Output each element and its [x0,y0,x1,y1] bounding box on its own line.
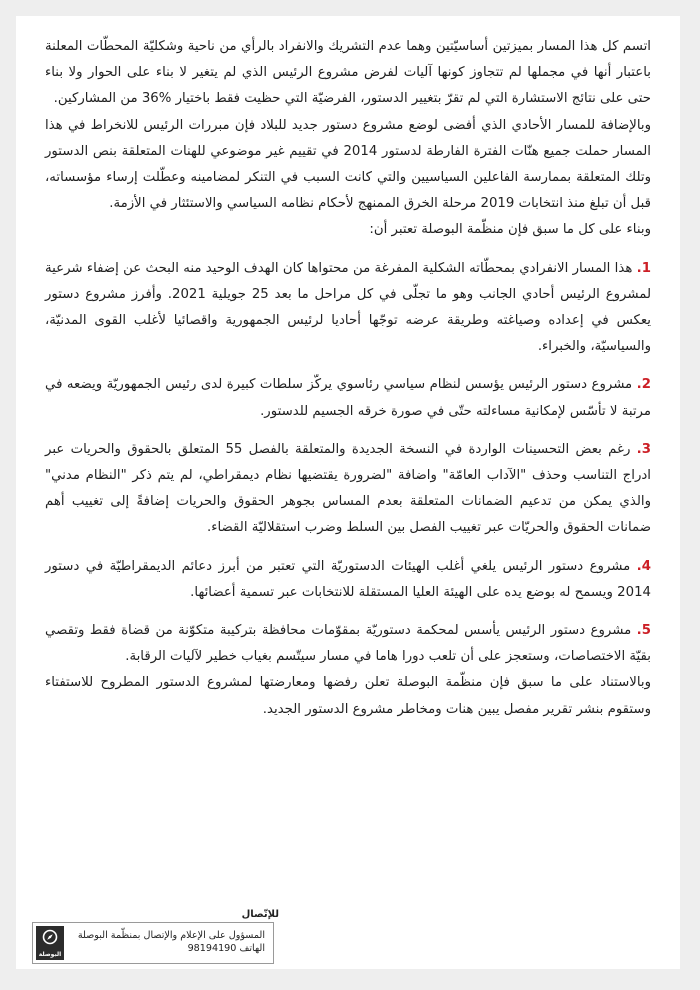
intro-paragraph-3: وبناء على كل ما سبق فإن منظّمة البوصلة تعتبر أن: [369,222,651,238]
albawsala-logo [36,926,64,960]
item-number: 3. [636,441,651,457]
item-text: مشروع دستور الرئيس يأسس لمحكمة دستوريّة بمقوّمات محافظة بتركيبة متكوّنة من قضاة فقط وتقصي بقيّة الاختصاصات، وستعجز على أن تلعب دورا هاما في مسار سيتّسم بغياب خطير لآليات الرقابة. [45,623,651,665]
item-text: هذا المسار الانفرادي بمحطّاته الشكلية المفرغة من محتواها كان الهدف الوحيد منه البحث عن إضفاء شرعية لمشروع الرئيس أحادي الجانب وهو ما تجلّى في كل مراحل ما بعد 25 جويلية 2021. وأفرز مشروع دستور يعكس في إعداده وصياغته وطريقة عرضه توجّها أحاديا لرئيس الجمهورية واقصائيا لأغلب القوى المدنيّة، والسياسيّة، والخبراء. [45,260,651,355]
intro-paragraph-2: وبالإضافة للمسار الأحادي الذي أفضى لوضع مشروع دستور جديد للبلاد فإن مبررات الرئيس للانخراط في هذا المسار حملت جميع هنّات الفترة الفارطة لدستور 2014 في تقييم غير موضوعي للهنات المتعلقة بنص الدستور وتلك المتعلقة بممارسة الفاعلين السياسيين والتي كانت السبب في التنكر لمضامينه وعطّلت إرساء مؤسساته، قبل أن تبلغ منذ انتخابات 2019 مرحلة الخرق الممنهج لأحكام نظامه السياسي والاستئثار في الأزمة. [45,117,651,212]
item-text: مشروع دستور الرئيس يلغي أغلب الهيئات الدستوريّة التي تعتبر من أبرز دعائم الديمقراطيّة في دستور 2014 ويسمح له بوضع يده على الهيئة العليا المستقلة للانتخابات عبر تسمية أعضائها. [45,558,651,600]
logo-name: البوصلة [38,951,62,958]
item-number: 5. [636,623,651,639]
item-number: 1. [636,260,651,276]
item-number: 4. [636,558,651,574]
document-page [16,16,680,969]
numbered-item-4 [45,554,651,606]
item-number: 2. [636,377,651,393]
compass-icon [42,929,58,945]
numbered-item-5 [45,618,651,670]
contact-role: المسؤول على الإعلام والإتصال بمنظّمة البوصلة [77,930,265,941]
numbered-item-1 [45,256,651,361]
closing-paragraph: وبالاستناد على ما سبق فإن منظّمة البوصلة تعلن رفضها ومعارضتها لمشروع الدستور المطروح للاستفتاء وستقوم بنشر تقرير مفصل يبين هنات ومخاطر مشروع الدستور الجديد. [45,675,651,717]
numbered-item-3 [45,437,651,542]
contact-title: للإتّصال [241,909,279,920]
contact-block [16,910,291,969]
contact-box [32,922,274,964]
item-text: مشروع دستور الرئيس يؤسس لنظام سياسي رئاسوي يركّز سلطات كبيرة لدى رئيس الجمهوريّة ويضعه في مرتبة لا تأسّس لإمكانية مساءلته حتّى في صورة خرقه الجسيم للدستور. [45,377,651,419]
contact-details [78,929,265,955]
numbered-item-2 [45,372,651,424]
document-body [45,34,651,723]
item-text: رغم بعض التحسينات الواردة في النسخة الجديدة والمتعلقة بالفصل 55 المتعلق بالحقوق والحريات عبر ادراج التناسب وحذف "الآداب العامّة" واضافة "لضرورة يقتضيها نظام ديمقراطي، لم يتم ذكر "النظام مدني" والذي يمكن من تدعيم الضمانات المتعلقة بعدم المساس بجوهر الحقوق والحريات إضافةً إلى تغييب أهم ضمانات الحقوق والحريّات عبر تغييب الفصل بين السلط وضرب استقلاليّة القضاء. [45,441,651,536]
intro-paragraph-1: اتسم كل هذا المسار بميزتين أساسيّتين وهما عدم التشريك والانفراد بالرأي من ناحية وشكليّة المحطّات المعلنة باعتبار أنها في مجملها لم تتجاوز كونها آليات لفرض مشروع الرئيس الذي لم يتغير لا بناء على الحوار ولا بناء حتى على نتائج الاستشارة التي لم تقرّ بتغيير الدستور، الفرضيّة التي حظيت فقط باختيار %36 من المشاركين. [45,39,651,107]
contact-phone: الهاتف 98194190 [187,943,265,954]
